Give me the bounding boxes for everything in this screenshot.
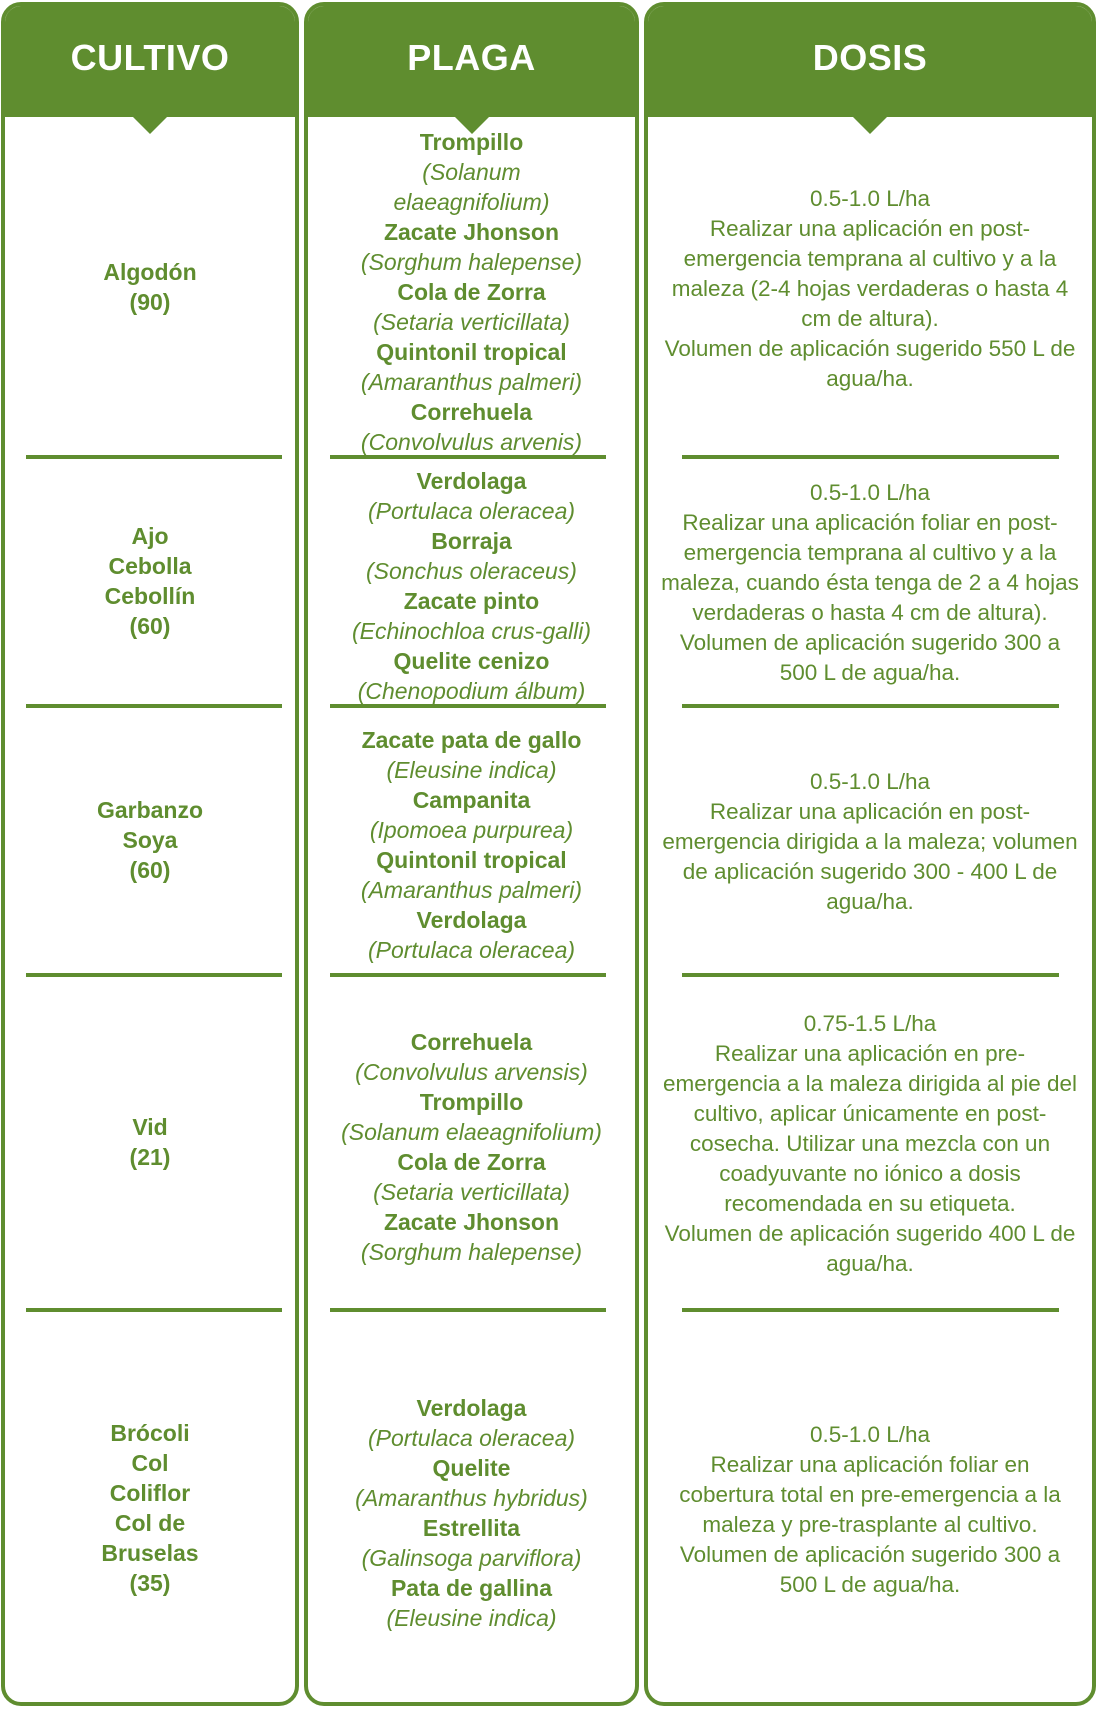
pest-common-name: Verdolaga	[416, 1394, 527, 1421]
pest-list	[355, 1393, 588, 1633]
plaga-column	[304, 2, 639, 1706]
dose-cell	[648, 709, 1092, 974]
pest-scientific-name: (Solanum elaeagnifolium)	[393, 158, 550, 215]
dose-text	[652, 1420, 1088, 1600]
crop-name: Garbanzo Soya (60)	[96, 796, 204, 883]
pest-scientific-name: (Eleusine indica)	[386, 756, 557, 783]
dose-instructions: Realizar una aplicación en pre-emergencia a la maleza dirigida al pie del cultivo, aplicar únicamente en post-cosecha. Utilizar una mezcla con un coadyuvante no iónico a dosis recomendada en su etiqueta.	[663, 1040, 1077, 1216]
row-divider	[330, 704, 606, 708]
crop-cell	[5, 117, 295, 456]
row-divider	[682, 704, 1059, 708]
pest-common-name: Borraja	[431, 527, 512, 554]
pest-common-name: Quelite	[432, 1454, 511, 1481]
crop-name: Algodón (90)	[103, 258, 197, 315]
pest-scientific-name: (Convolvulus arvenis)	[360, 428, 583, 455]
dose-volume: Volumen de aplicación sugerido 550 L de agua/ha.	[664, 335, 1076, 391]
row-divider	[682, 973, 1059, 977]
dose-text	[652, 184, 1088, 394]
dose-volume: Volumen de aplicación sugerido 400 L de agua/ha.	[664, 1220, 1076, 1276]
pest-scientific-name: (Chenopodium álbum)	[357, 677, 586, 704]
pest-common-name: Quelite cenizo	[393, 647, 550, 674]
pest-common-name: Correhuela	[410, 398, 533, 425]
pest-scientific-name: (Portulaca oleracea)	[367, 936, 576, 963]
dose-text	[652, 767, 1088, 917]
pest-common-name: Zacate pata de gallo	[361, 726, 582, 753]
pest-scientific-name: (Sorghum halepense)	[360, 248, 583, 275]
dose-text	[652, 1009, 1088, 1279]
crop-name: Vid (21)	[129, 1113, 171, 1170]
dose-instructions: Realizar una aplicación en post-emergencia dirigida a la maleza; volumen de aplicación sugerido 300 - 400 L de agua/ha.	[662, 798, 1078, 914]
pest-list	[352, 466, 591, 706]
crop-cell	[5, 974, 295, 1309]
dosis-column	[644, 2, 1096, 1706]
pest-scientific-name: (Galinsoga parviflora)	[361, 1544, 582, 1571]
pest-common-name: Cola de Zorra	[397, 278, 546, 305]
row-divider	[26, 973, 282, 977]
pest-list	[342, 127, 602, 457]
dose-volume: Volumen de aplicación sugerido 300 a 500 L de agua/ha.	[679, 629, 1061, 685]
pest-scientific-name: (Portulaca oleracea)	[367, 497, 576, 524]
row-divider	[26, 455, 282, 459]
pest-scientific-name: (Convolvulus arvensis)	[355, 1058, 588, 1085]
row-divider	[330, 455, 606, 459]
pest-list	[361, 725, 582, 965]
pest-scientific-name: (Eleusine indica)	[386, 1604, 557, 1631]
pest-cell	[308, 127, 635, 456]
dose-rate: 0.75-1.5 L/ha	[803, 1010, 937, 1036]
pest-scientific-name: (Portulaca oleracea)	[367, 1424, 576, 1451]
pest-cell	[308, 1319, 635, 1706]
pest-cell	[308, 466, 635, 705]
dose-rate: 0.5-1.0 L/ha	[809, 768, 931, 794]
pest-scientific-name: (Echinochloa crus-galli)	[351, 617, 592, 644]
pest-common-name: Zacate Jhonson	[383, 1208, 560, 1235]
dose-rate: 0.5-1.0 L/ha	[809, 185, 931, 211]
crop-cell	[5, 705, 295, 974]
dose-rate: 0.5-1.0 L/ha	[809, 479, 931, 505]
pest-scientific-name: (Setaria verticillata)	[373, 1178, 570, 1205]
row-divider	[26, 1308, 282, 1312]
pest-common-name: Trompillo	[419, 128, 524, 155]
pest-common-name: Campanita	[412, 786, 531, 813]
dose-instructions: Realizar una aplicación foliar en cobertura total en pre-emergencia a la maleza y pre-trasplante al cultivo.	[679, 1451, 1061, 1537]
pest-scientific-name: (Sonchus oleraceus)	[366, 557, 577, 584]
pest-scientific-name: (Amaranthus hybridus)	[355, 1484, 588, 1511]
plaga-header: PLAGA	[308, 6, 635, 117]
pest-scientific-name: (Solanum elaeagnifolium)	[341, 1118, 602, 1145]
cultivo-header: CULTIVO	[5, 6, 295, 117]
pest-common-name: Quintonil tropical	[376, 338, 567, 365]
pest-scientific-name: (Amaranthus palmeri)	[360, 368, 583, 395]
pest-list	[341, 1027, 602, 1267]
crop-name: Ajo Cebolla Cebollín (60)	[104, 522, 196, 639]
pest-common-name: Trompillo	[419, 1088, 524, 1115]
row-divider	[682, 455, 1059, 459]
pest-scientific-name: (Ipomoea purpurea)	[369, 816, 574, 843]
crop-cell	[5, 1309, 295, 1706]
crop-cell	[5, 456, 295, 705]
row-divider	[330, 1308, 606, 1312]
pest-common-name: Zacate pinto	[403, 587, 540, 614]
dose-rate: 0.5-1.0 L/ha	[809, 1421, 931, 1447]
pest-common-name: Verdolaga	[416, 906, 527, 933]
pest-scientific-name: (Amaranthus palmeri)	[360, 876, 583, 903]
cultivo-column	[1, 2, 299, 1706]
dose-instructions: Realizar una aplicación en post-emergencia temprana al cultivo y a la maleza (2-4 hojas verdaderas o hasta 4 cm de altura).	[671, 215, 1069, 331]
pest-common-name: Estrellita	[422, 1514, 521, 1541]
row-divider	[330, 973, 606, 977]
pest-cell	[308, 715, 635, 974]
pest-common-name: Verdolaga	[416, 467, 527, 494]
dose-text	[652, 478, 1088, 688]
dose-instructions: Realizar una aplicación foliar en post-emergencia temprana al cultivo y a la maleza, cuando ésta tenga de 2 a 4 hojas verdaderas o hasta 4 cm de altura).	[661, 509, 1079, 625]
pest-common-name: Zacate Jhonson	[383, 218, 560, 245]
pest-scientific-name: (Setaria verticillata)	[373, 308, 570, 335]
pest-common-name: Pata de gallina	[390, 1574, 553, 1601]
pest-common-name: Correhuela	[410, 1028, 533, 1055]
pest-common-name: Cola de Zorra	[397, 1148, 546, 1175]
row-divider	[26, 704, 282, 708]
dose-cell	[648, 978, 1092, 1309]
dose-volume: Volumen de aplicación sugerido 300 a 500 L de agua/ha.	[679, 1541, 1061, 1597]
pest-cell	[308, 984, 635, 1309]
dosis-header: DOSIS	[648, 6, 1092, 117]
pest-scientific-name: (Sorghum halepense)	[360, 1238, 583, 1265]
pest-common-name: Quintonil tropical	[376, 846, 567, 873]
crop-name: Brócoli Col Coliflor Col de Bruselas (35)	[101, 1419, 199, 1596]
dose-cell	[648, 121, 1092, 456]
row-divider	[682, 1308, 1059, 1312]
dose-cell	[648, 460, 1092, 705]
dose-cell	[648, 1313, 1092, 1706]
